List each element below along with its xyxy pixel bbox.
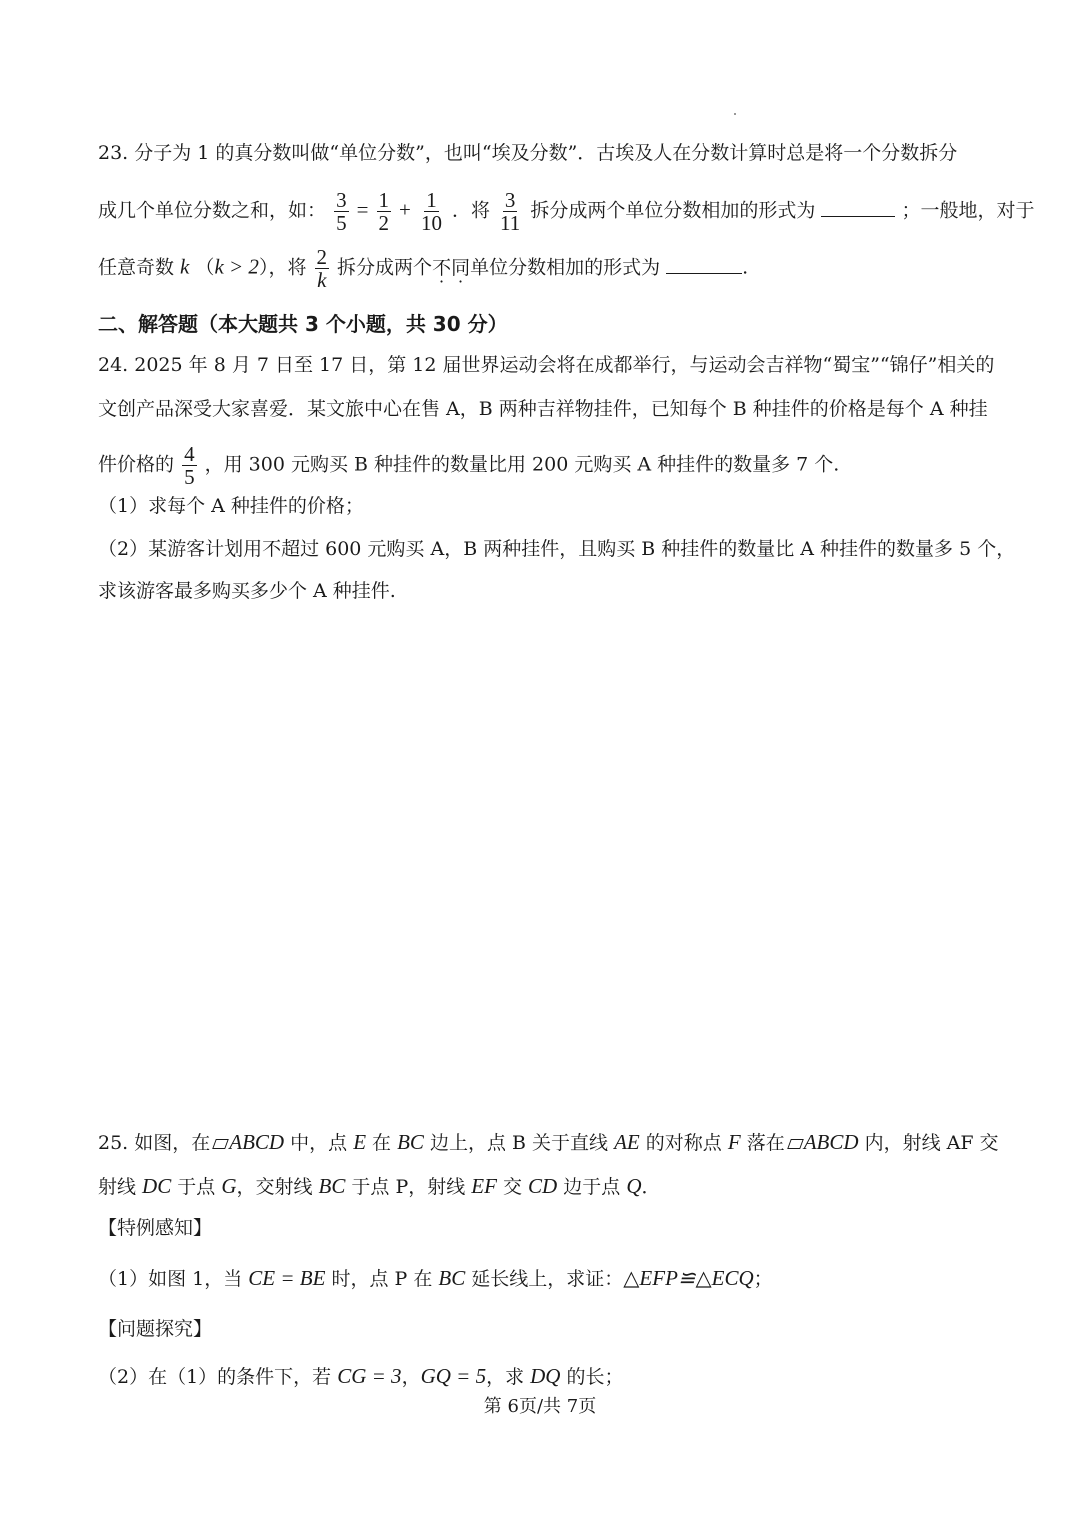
q25-text-2b: 于点 (171, 1176, 222, 1198)
q23-text-1: 23. 分子为 1 的真分数叫做“单位分数”，也叫“埃及分数”．古埃及人在分数计算时总是将一个分数拆分 (98, 142, 958, 164)
frac-den: 2 (378, 211, 389, 235)
frac-den: k (317, 268, 327, 292)
q23-line-1 (98, 140, 957, 166)
frac-num: 4 (184, 442, 195, 466)
frac-num: 3 (336, 188, 347, 212)
q25-tag-explore: 【问题探究】 (98, 1318, 213, 1340)
q23-text-3b: （ (195, 256, 215, 279)
q25-text-2f: 边于点 (557, 1176, 627, 1198)
q24-part-2-cont: 求该游客最多购买多少个 A 种挂件. (98, 580, 396, 602)
math-f: F (727, 1130, 741, 1154)
q25-line-1 (98, 1129, 999, 1156)
frac-den: 5 (184, 465, 195, 489)
frac-num: 2 (316, 245, 327, 269)
q25-text-2d: 于点 P，射线 (345, 1176, 472, 1198)
q25-text-2a: 射线 (98, 1176, 143, 1198)
frac-den: 10 (420, 211, 442, 235)
q23-text-3d: 拆分成两个 (337, 256, 433, 279)
q25-part-2 (98, 1363, 624, 1390)
section-heading: 二、解答题（本大题共 3 个小题，共 30 分） (98, 312, 508, 336)
math-bc-2: BC (318, 1174, 346, 1198)
q23-text-3a: 任意奇数 (98, 256, 181, 279)
q23-text-2d: ；一般地，对于 (901, 199, 1035, 222)
math-congruence: △EFP≌△ECQ (623, 1266, 754, 1290)
page-footer: 第 6页/共 7页 (483, 1396, 597, 1417)
math-ce-be: CE = BE (248, 1266, 326, 1290)
q25-p2-text-b: ， (401, 1366, 421, 1388)
math-ef: EF (471, 1174, 497, 1198)
q23-line-3 (98, 246, 748, 291)
q23-text-2b: ．将 (451, 199, 490, 222)
q25-text-2e: 交 (496, 1176, 529, 1198)
frac-num: 3 (504, 188, 516, 212)
q24-line-2: 文创产品深受大家喜爱．某文旅中心在售 A，B 两种吉祥物挂件，已知每个 B 种挂件的价格是每个 A 种挂 (98, 398, 988, 420)
math-gq: GQ = 5 (420, 1364, 487, 1388)
q23-text-3f: . (742, 256, 749, 279)
math-bc-3: BC (438, 1266, 466, 1290)
q24-line-1: 24. 2025 年 8 月 7 日至 17 日，第 12 届世界运动会将在成都举行，与运动会吉祥物“蜀宝”“锦仔”相关的 (98, 354, 995, 376)
q25-text-1a: 25. 如图，在 (98, 1132, 211, 1154)
q25-p1-text-d: ； (753, 1268, 773, 1290)
q25-text-1d: 边上，点 B 关于直线 (423, 1132, 615, 1154)
answer-blank-2[interactable] (666, 255, 742, 274)
var-k: k (180, 254, 190, 279)
math-bc: BC (397, 1130, 424, 1154)
math-g: G (221, 1174, 237, 1198)
q25-p1-text-c: 延长线上，求证： (465, 1268, 624, 1290)
fraction-3-11 (498, 189, 522, 234)
fraction-3-5 (334, 189, 349, 234)
math-abcd: ABCD (229, 1130, 285, 1154)
q24-part-2: （2）某游客计划用不超过 600 元购买 A，B 两种挂件，且购买 B 种挂件的数量比 A 种挂件的数量多 5 个， (98, 538, 1016, 560)
math-ae: AE (614, 1130, 640, 1154)
fraction-2-k (315, 246, 330, 291)
q24-line-3 (98, 443, 839, 488)
q25-p2-text-d: 的长； (560, 1366, 624, 1388)
scan-speck (734, 113, 736, 115)
math-abcd-2: ABCD (803, 1130, 859, 1154)
answer-blank-1[interactable] (821, 198, 895, 217)
q25-text-2c: ，交射线 (236, 1176, 319, 1198)
frac-den: 11 (500, 211, 521, 235)
q25-text-2g: ． (641, 1176, 661, 1198)
fraction-1-2 (377, 189, 392, 234)
parallelogram-icon (212, 1139, 229, 1149)
q25-text-1g: 内，射线 AF 交 (858, 1132, 999, 1154)
frac-num: 1 (378, 188, 389, 212)
q25-text-1c: 在 (366, 1132, 398, 1154)
q23-text-3e: 单位分数相加的形式为 (470, 256, 661, 279)
condition-k: k > 2 (214, 254, 259, 279)
q23-text-3c: ），将 (258, 256, 307, 279)
q25-p1-text-a: （1）如图 1，当 (98, 1268, 249, 1290)
q24-text-3b: ，用 300 元购买 B 种挂件的数量比用 200 元购买 A 种挂件的数量多 7 个. (204, 453, 840, 476)
q25-p2-text-c: ，求 (486, 1366, 531, 1388)
q25-p2-text-a: （2）在（1）的条件下，若 (98, 1366, 338, 1388)
q24-text-3a: 件价格的 (98, 453, 175, 476)
q23-text-2a: 成几个单位分数之和，如： (98, 199, 327, 222)
q25-text-1f: 落在 (740, 1132, 785, 1154)
frac-num: 1 (426, 188, 437, 212)
math-dq: DQ (530, 1364, 561, 1388)
plus-sign: + (399, 197, 411, 222)
frac-den: 5 (336, 211, 347, 235)
q25-part-1 (98, 1265, 773, 1292)
q25-line-2 (98, 1173, 661, 1200)
q25-tag-special: 【特例感知】 (98, 1217, 213, 1239)
q23-text-2c: 拆分成两个单位分数相加的形式为 (530, 199, 816, 222)
emphasis-char-1: 不 (432, 256, 452, 279)
q23-line-2 (98, 189, 1034, 234)
parallelogram-icon (787, 1139, 804, 1149)
q25-text-1b: 中，点 (284, 1132, 354, 1154)
fraction-4-5 (182, 443, 197, 488)
q25-p1-text-b: 时，点 P 在 (325, 1268, 439, 1290)
math-e: E (353, 1130, 367, 1154)
math-cd: CD (528, 1174, 558, 1198)
q25-text-1e: 的对称点 (639, 1132, 728, 1154)
math-dc: DC (142, 1174, 172, 1198)
fraction-1-10 (419, 189, 444, 234)
emphasis-char-2: 同 (451, 256, 471, 279)
q24-part-1: （1）求每个 A 种挂件的价格； (98, 495, 364, 517)
equals-sign: = (356, 197, 369, 222)
math-cg: CG = 3 (337, 1364, 402, 1388)
math-q: Q (626, 1174, 642, 1198)
